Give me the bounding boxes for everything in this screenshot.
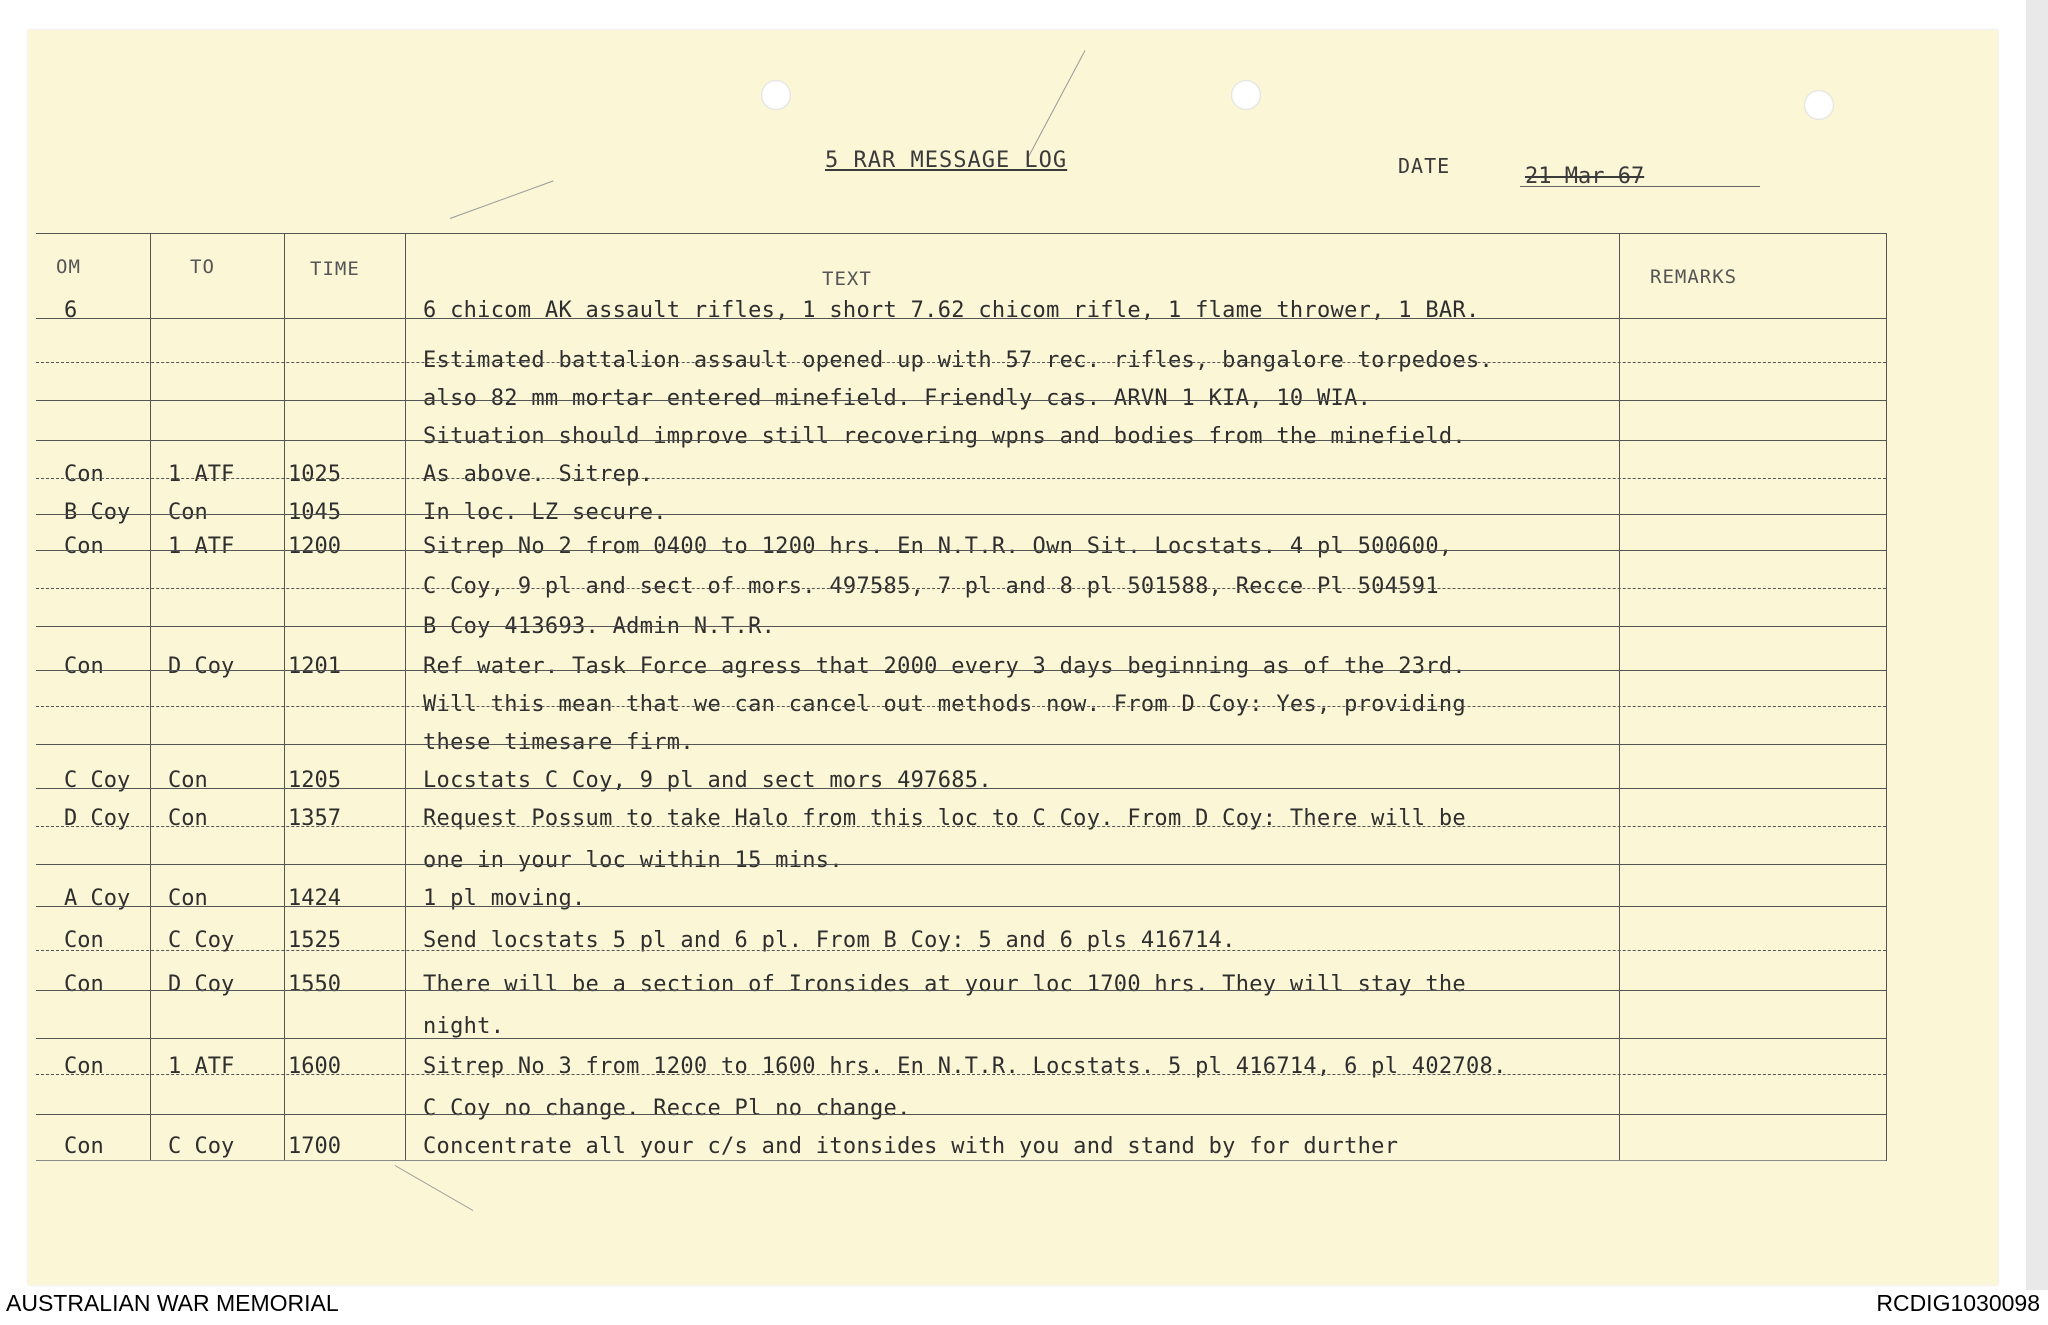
- entry-time: 1201: [288, 654, 341, 679]
- entry-text: also 82 mm mortar entered minefield. Friendly cas. ARVN 1 KIA, 10 WIA.: [423, 386, 1372, 411]
- entry-to: D Coy: [168, 972, 235, 997]
- entry-time: 1205: [288, 768, 341, 793]
- entry-to: 1 ATF: [168, 1054, 235, 1079]
- row-divider: [36, 362, 1886, 363]
- row-divider: [36, 626, 1886, 627]
- punch-hole: [1804, 90, 1834, 120]
- footer-archive-name: AUSTRALIAN WAR MEMORIAL: [6, 1290, 339, 1316]
- entry-text: 6 chicom AK assault rifles, 1 short 7.62 chicom rifle, 1 flame thrower, 1 BAR.: [423, 298, 1480, 323]
- punch-hole: [761, 80, 791, 110]
- row-divider: [36, 478, 1886, 479]
- entry-time: 1200: [288, 534, 341, 559]
- entry-text: Situation should improve still recovering wpns and bodies from the minefield.: [423, 424, 1466, 449]
- entry-to: Con: [168, 768, 208, 793]
- entry-text: Ref water. Task Force agress that 2000 every 3 days beginning as of the 23rd.: [423, 654, 1466, 679]
- entry-time: 1025: [288, 462, 341, 487]
- entry-time: 1525: [288, 928, 341, 953]
- header-time: TIME: [310, 258, 360, 280]
- entry-text: night.: [423, 1014, 505, 1039]
- row-divider: [36, 864, 1886, 865]
- row-divider: [36, 318, 1886, 319]
- entry-text: As above. Sitrep.: [423, 462, 654, 487]
- entry-to: C Coy: [168, 928, 235, 953]
- header-remarks: REMARKS: [1650, 266, 1738, 288]
- date-value: 21 Mar 67: [1525, 164, 1645, 189]
- entry-text: these timesare firm.: [423, 730, 694, 755]
- entry-text: Request Possum to take Halo from this loc to C Coy. From D Coy: There will be: [423, 806, 1466, 831]
- row-divider: [36, 706, 1886, 707]
- scan-edge: [2026, 0, 2048, 1290]
- row-divider: [36, 670, 1886, 671]
- row-divider: [36, 950, 1886, 951]
- entry-time: 1424: [288, 886, 341, 911]
- entry-from: D Coy: [64, 806, 131, 831]
- entry-text: C Coy no change. Recce Pl no change.: [423, 1096, 911, 1121]
- header-to: TO: [190, 256, 215, 278]
- entry-text: Will this mean that we can cancel out methods now. From D Coy: Yes, providing: [423, 692, 1466, 717]
- entry-time: 1045: [288, 500, 341, 525]
- entry-from: C Coy: [64, 768, 131, 793]
- row-divider: [36, 826, 1886, 827]
- entry-text: Send locstats 5 pl and 6 pl. From B Coy: 5 and 6 pls 416714.: [423, 928, 1236, 953]
- row-divider: [36, 1160, 1886, 1161]
- entry-time: 1550: [288, 972, 341, 997]
- entry-text: Sitrep No 2 from 0400 to 1200 hrs. En N.T.R. Own Sit. Locstats. 4 pl 500600,: [423, 534, 1453, 559]
- entry-from: Con: [64, 534, 104, 559]
- row-divider: [36, 906, 1886, 907]
- entry-text: In loc. LZ secure.: [423, 500, 667, 525]
- row-divider: [36, 788, 1886, 789]
- row-divider: [36, 1074, 1886, 1075]
- entry-to: Con: [168, 500, 208, 525]
- column-divider: [150, 233, 151, 1161]
- entry-from: A Coy: [64, 886, 131, 911]
- date-label: DATE: [1398, 154, 1451, 178]
- footer-record-id: RCDIG1030098: [1876, 1290, 2040, 1316]
- row-divider: [36, 990, 1886, 991]
- entry-time: 1600: [288, 1054, 341, 1079]
- entry-text: There will be a section of Ironsides at your loc 1700 hrs. They will stay the: [423, 972, 1466, 997]
- row-divider: [36, 744, 1886, 745]
- row-divider: [36, 1114, 1886, 1115]
- column-divider: [405, 233, 406, 1161]
- row-divider: [36, 1038, 1886, 1039]
- column-divider: [1619, 233, 1620, 1161]
- entry-from: B Coy: [64, 500, 131, 525]
- entry-time: 1700: [288, 1134, 341, 1159]
- punch-hole: [1231, 80, 1261, 110]
- entry-text: one in your loc within 15 mins.: [423, 848, 843, 873]
- entry-from: Con: [64, 1054, 104, 1079]
- entry-text: B Coy 413693. Admin N.T.R.: [423, 614, 776, 639]
- entry-text: C Coy, 9 pl and sect of mors. 497585, 7 pl and 8 pl 501588, Recce Pl 504591: [423, 574, 1439, 599]
- entry-to: D Coy: [168, 654, 235, 679]
- entry-from: Con: [64, 972, 104, 997]
- entry-from: 6: [64, 298, 78, 323]
- entry-text: Concentrate all your c/s and itonsides with you and stand by for durther: [423, 1134, 1399, 1159]
- entry-text: Estimated battalion assault opened up with 57 rec. rifles, bangalore torpedoes.: [423, 348, 1494, 373]
- row-divider: [36, 514, 1886, 515]
- entry-from: Con: [64, 1134, 104, 1159]
- row-divider: [36, 550, 1886, 551]
- entry-to: Con: [168, 886, 208, 911]
- entry-from: Con: [64, 654, 104, 679]
- entry-from: Con: [64, 462, 104, 487]
- log-title: 5 RAR MESSAGE LOG: [825, 148, 1068, 173]
- entry-from: Con: [64, 928, 104, 953]
- entry-to: Con: [168, 806, 208, 831]
- row-divider: [36, 440, 1886, 441]
- entry-text: Locstats C Coy, 9 pl and sect mors 497685.: [423, 768, 992, 793]
- entry-time: 1357: [288, 806, 341, 831]
- table-top-border: [36, 233, 1886, 234]
- column-divider: [1886, 233, 1887, 1161]
- entry-to: 1 ATF: [168, 534, 235, 559]
- header-from: OM: [56, 256, 81, 278]
- row-divider: [36, 588, 1886, 589]
- entry-text: 1 pl moving.: [423, 886, 586, 911]
- column-divider: [284, 233, 285, 1161]
- entry-to: C Coy: [168, 1134, 235, 1159]
- entry-text: Sitrep No 3 from 1200 to 1600 hrs. En N.T.R. Locstats. 5 pl 416714, 6 pl 402708.: [423, 1054, 1507, 1079]
- date-underline: [1520, 186, 1760, 187]
- entry-to: 1 ATF: [168, 462, 235, 487]
- header-text: TEXT: [822, 268, 872, 290]
- row-divider: [36, 400, 1886, 401]
